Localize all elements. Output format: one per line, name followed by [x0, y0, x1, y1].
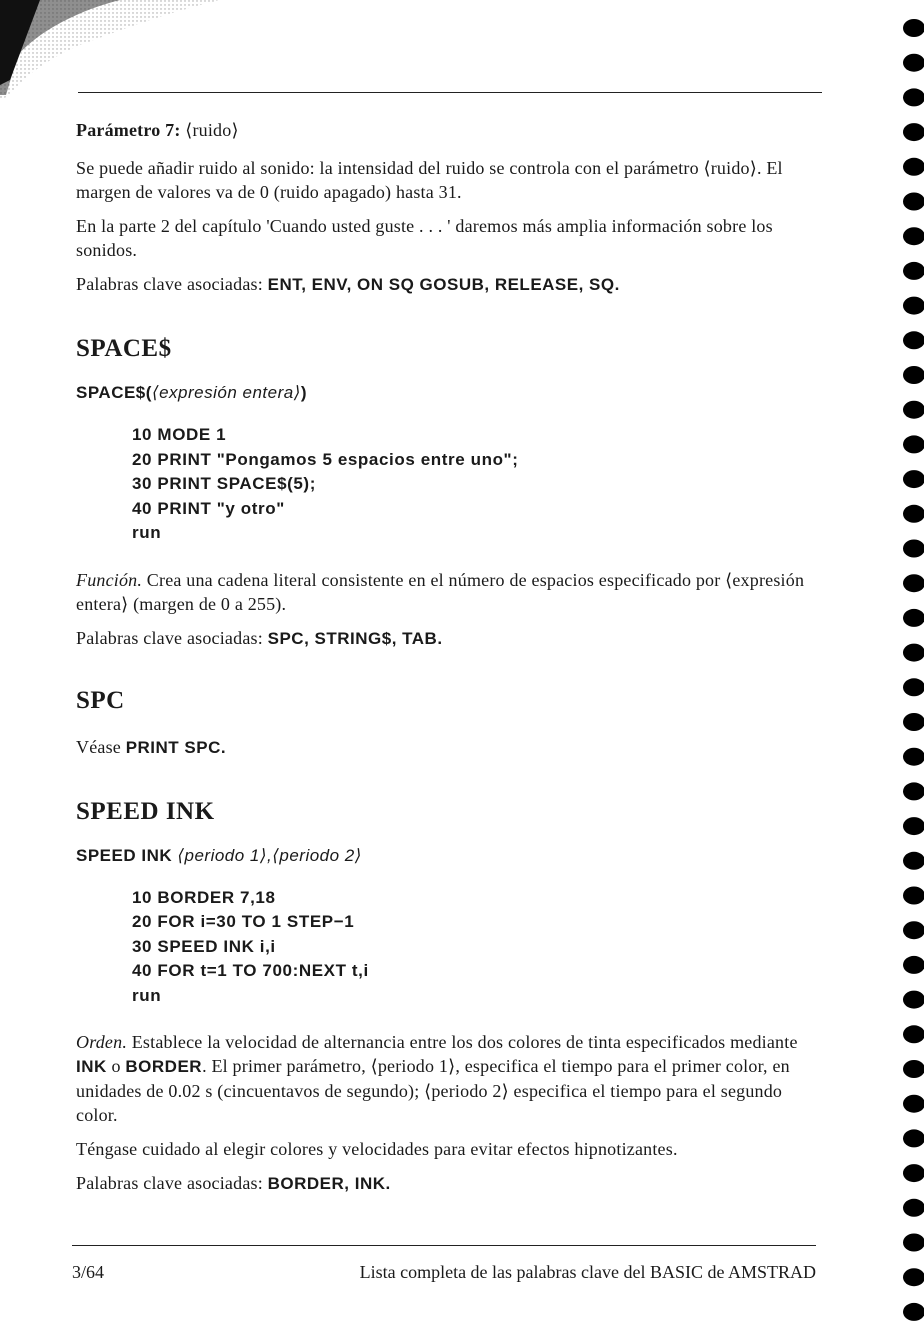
function-label: Función. — [76, 569, 143, 590]
binder-hole — [903, 748, 924, 766]
code-line: 20 PRINT "Pongamos 5 espacios entre uno"; — [132, 449, 519, 469]
param7-paragraph-2: En la parte 2 del capítulo 'Cuando usted guste . . . ' daremos más amplia información sobre los sonidos. — [76, 216, 773, 260]
binder-hole — [903, 817, 924, 835]
binder-hole — [903, 54, 924, 72]
binder-hole — [903, 1303, 924, 1321]
binder-hole — [903, 609, 924, 627]
binder-hole — [903, 644, 924, 662]
binder-hole — [903, 574, 924, 592]
code-line: 40 PRINT "y otro" — [132, 498, 285, 518]
syntax-argument: ⟨periodo 1⟩,⟨periodo 2⟩ — [172, 845, 362, 865]
binder-hole — [903, 1095, 924, 1113]
binder-hole — [903, 470, 924, 488]
assoc-keywords: ENT, ENV, ON SQ GOSUB, RELEASE, SQ. — [267, 275, 620, 294]
binder-hole — [903, 1025, 924, 1043]
binder-hole — [903, 1060, 924, 1078]
section-title-speed-ink: SPEED INK — [76, 797, 215, 825]
order-text: Establece la velocidad de alternancia entre los dos colores de tinta especificados mediante — [127, 1032, 798, 1052]
binder-holes — [894, 0, 924, 1334]
binder-hole — [903, 921, 924, 939]
binder-hole — [903, 297, 924, 315]
binder-hole — [903, 331, 924, 349]
binder-hole — [903, 19, 924, 37]
code-line: 40 FOR t=1 TO 700:NEXT t,i — [132, 961, 369, 980]
speed-ink-warning: Téngase cuidado al elegir colores y velocidades para evitar efectos hipnotizantes. — [76, 1139, 678, 1159]
spaces-syntax — [76, 383, 826, 403]
code-line: 10 BORDER 7,18 — [132, 887, 276, 907]
param7-label: Parámetro 7: — [76, 120, 181, 140]
binder-hole — [903, 540, 924, 558]
speed-ink-syntax — [76, 846, 826, 866]
code-line: run — [132, 523, 162, 542]
param7-arg: ⟨ruido⟩ — [185, 120, 239, 140]
spaces-assoc — [76, 626, 826, 651]
binder-hole — [903, 713, 924, 731]
code-line: 10 MODE 1 — [132, 425, 227, 444]
binder-hole — [903, 88, 924, 106]
spaces-description — [76, 568, 826, 616]
binder-hole — [903, 1164, 924, 1182]
order-keyword-border: BORDER — [125, 1057, 203, 1076]
speed-ink-code-listing — [132, 886, 826, 1009]
syntax-keyword: SPACE$( — [76, 383, 152, 402]
order-keyword-ink: INK — [76, 1057, 107, 1076]
binder-hole — [903, 956, 924, 974]
binder-hole — [903, 366, 924, 384]
param7-paragraph-1: Se puede añadir ruido al sonido: la intensidad del ruido se controla con el parámetro ⟨ruido⟩. El margen de valores va de 0 (ruido apagado) hasta 31. — [76, 158, 783, 202]
binder-hole — [903, 227, 924, 245]
syntax-argument: ⟨expresión entera⟩ — [151, 383, 301, 402]
code-line: 20 FOR i=30 TO 1 STEP−1 — [132, 912, 355, 931]
assoc-label: Palabras clave asociadas: — [76, 274, 263, 294]
code-line: 30 PRINT SPACE$(5); — [132, 474, 316, 493]
see-label: Véase — [76, 736, 121, 757]
assoc-keywords: BORDER, INK. — [267, 1174, 391, 1193]
binder-hole — [903, 1234, 924, 1252]
binder-hole — [903, 1129, 924, 1147]
binder-hole — [903, 158, 924, 176]
order-text: o — [106, 1056, 126, 1076]
binder-hole — [903, 401, 924, 419]
param7-heading — [76, 118, 826, 142]
code-line: 30 SPEED INK i,i — [132, 936, 276, 956]
binder-hole — [903, 1199, 924, 1217]
param7-assoc — [76, 272, 826, 297]
binder-hole — [903, 991, 924, 1009]
function-text: Crea una cadena literal consistente en el número de espacios especificado por ⟨expresión entera⟩ (margen de 0 a 255). — [76, 569, 805, 614]
speed-ink-assoc — [76, 1171, 826, 1196]
spaces-code-listing — [132, 423, 826, 546]
section-title-spaces: SPACE$ — [76, 335, 172, 362]
binder-hole — [903, 887, 924, 905]
speed-ink-description — [76, 1030, 826, 1127]
page-number: 3/64 — [72, 1262, 105, 1282]
code-line: run — [132, 985, 162, 1005]
footer-rule — [72, 1245, 816, 1246]
binder-hole — [903, 782, 924, 800]
syntax-close: ) — [300, 383, 308, 402]
scan-shadow-corner — [0, 0, 240, 100]
binder-hole — [903, 193, 924, 211]
order-label: Orden. — [76, 1032, 128, 1052]
binder-hole — [903, 678, 924, 696]
running-footer-title: Lista completa de las palabras clave del BASIC de AMSTRAD — [359, 1262, 816, 1282]
binder-hole — [903, 852, 924, 870]
assoc-keywords: SPC, STRING$, TAB. — [267, 628, 443, 648]
binder-hole — [903, 435, 924, 453]
binder-hole — [903, 1268, 924, 1286]
binder-hole — [903, 505, 924, 523]
see-keyword: PRINT SPC. — [125, 737, 227, 757]
page-content — [76, 118, 826, 1206]
header-rule — [78, 92, 822, 93]
order-text: . El primer parámetro, ⟨periodo 1⟩, especifica el tiempo para el primer color, en unidades de 0.02 s (cincuentavos de segundo); ⟨periodo 2⟩ especifica el tiempo para el segundo color. — [76, 1056, 790, 1125]
assoc-label: Palabras clave asociadas: — [76, 627, 263, 648]
assoc-label: Palabras clave asociadas: — [76, 1173, 263, 1193]
section-title-spc: SPC — [76, 686, 125, 714]
binder-hole — [903, 262, 924, 280]
spc-see-also — [76, 735, 826, 760]
syntax-keyword: SPEED INK — [76, 845, 173, 865]
binder-hole — [903, 123, 924, 141]
